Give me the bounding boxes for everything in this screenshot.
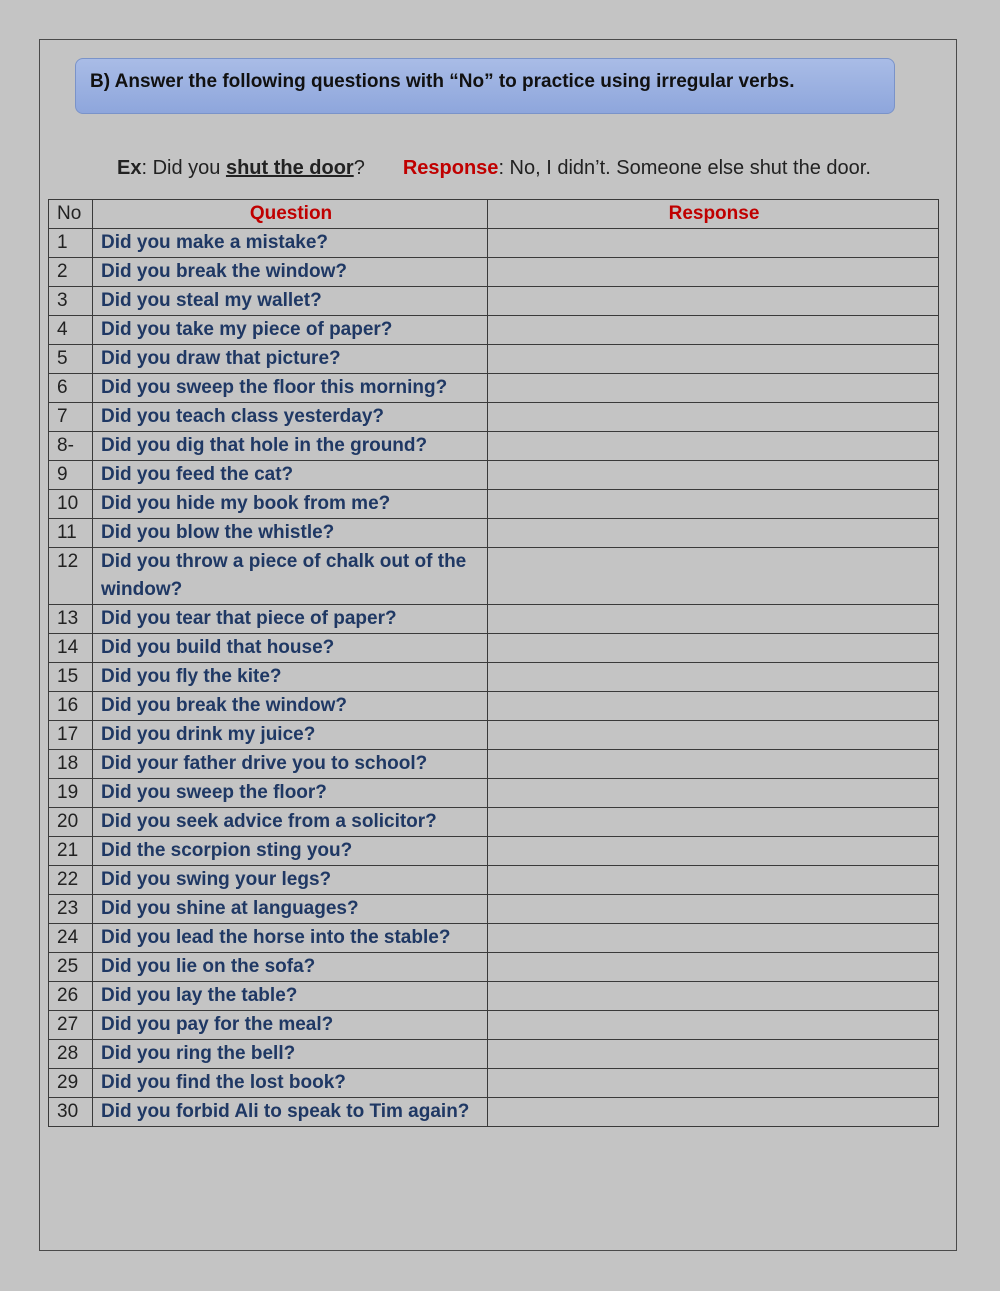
row-number: 21 [49,837,93,866]
question-text: Did you build that house? [93,634,488,663]
response-cell[interactable] [488,403,939,432]
table-row [49,866,939,895]
table-row [49,519,939,548]
row-number: 2 [49,258,93,287]
row-number: 4 [49,316,93,345]
question-text: Did you lead the horse into the stable? [93,924,488,953]
example-prefix: : Did you [141,157,226,179]
table-row [49,605,939,634]
table-row [49,1069,939,1098]
table-row [49,1098,939,1127]
row-number: 10 [49,490,93,519]
response-cell[interactable] [488,895,939,924]
table-row [49,461,939,490]
table-row [49,229,939,258]
response-cell[interactable] [488,605,939,634]
row-number: 17 [49,721,93,750]
question-text: Did you sweep the floor? [93,779,488,808]
response-cell[interactable] [488,1040,939,1069]
table-row [49,895,939,924]
table-row [49,924,939,953]
question-text: Did you teach class yesterday? [93,403,488,432]
table-row [49,837,939,866]
question-text: Did you blow the whistle? [93,519,488,548]
response-cell[interactable] [488,345,939,374]
table-row [49,663,939,692]
question-text: Did the scorpion sting you? [93,837,488,866]
question-text: Did you feed the cat? [93,461,488,490]
example-phrase: shut the door [225,157,354,179]
response-cell[interactable] [488,663,939,692]
question-text: Did you forbid Ali to speak to Tim again? [93,1098,488,1127]
response-cell[interactable] [488,953,939,982]
question-text: Did you find the lost book? [93,1069,488,1098]
question-text: Did you ring the bell? [93,1040,488,1069]
example-label: Ex [117,157,142,179]
question-text: Did you drink my juice? [93,721,488,750]
table-row [49,721,939,750]
row-number: 7 [49,403,93,432]
question-text: Did you dig that hole in the ground? [93,432,488,461]
table-row [49,403,939,432]
table-row [49,982,939,1011]
response-cell[interactable] [488,779,939,808]
response-cell[interactable] [488,287,939,316]
response-cell[interactable] [488,229,939,258]
instruction-text: B) Answer the following questions with “No” to practice using irregular verbs. [90,71,795,92]
row-number: 22 [49,866,93,895]
header-no: No [49,200,93,229]
response-cell[interactable] [488,258,939,287]
response-cell[interactable] [488,519,939,548]
table-row [49,548,939,605]
response-cell[interactable] [488,634,939,663]
row-number: 5 [49,345,93,374]
question-text: Did you fly the kite? [93,663,488,692]
response-cell[interactable] [488,1069,939,1098]
response-cell[interactable] [488,548,939,605]
row-number: 13 [49,605,93,634]
questions-table [48,199,939,1127]
table-row [49,345,939,374]
row-number: 3 [49,287,93,316]
question-text: Did you hide my book from me? [93,490,488,519]
response-text: : No, I didn’t. Someone else shut the door. [498,157,871,179]
question-text: Did you pay for the meal? [93,1011,488,1040]
table-row [49,779,939,808]
row-number: 8- [49,432,93,461]
table-body [49,229,939,1127]
table-row [49,1011,939,1040]
row-number: 27 [49,1011,93,1040]
question-text: Did you draw that picture? [93,345,488,374]
question-text: Did you lay the table? [93,982,488,1011]
table-row [49,750,939,779]
row-number: 24 [49,924,93,953]
table-row [49,490,939,519]
row-number: 1 [49,229,93,258]
question-text: Did you break the window? [93,258,488,287]
response-cell[interactable] [488,432,939,461]
row-number: 15 [49,663,93,692]
row-number: 12 [49,548,93,605]
question-text: Did you tear that piece of paper? [93,605,488,634]
table-row [49,634,939,663]
response-cell[interactable] [488,1011,939,1040]
response-cell[interactable] [488,924,939,953]
response-cell[interactable] [488,374,939,403]
response-cell[interactable] [488,316,939,345]
question-text: Did you lie on the sofa? [93,953,488,982]
row-number: 26 [49,982,93,1011]
row-number: 11 [49,519,93,548]
row-number: 14 [49,634,93,663]
table-row [49,1040,939,1069]
row-number: 20 [49,808,93,837]
response-cell[interactable] [488,866,939,895]
response-label: Response [402,157,499,179]
response-cell[interactable] [488,490,939,519]
table-header-row [49,200,939,229]
question-text: Did you shine at languages? [93,895,488,924]
row-number: 25 [49,953,93,982]
row-number: 28 [49,1040,93,1069]
instruction-box [75,58,895,114]
question-text: Did your father drive you to school? [93,750,488,779]
row-number: 29 [49,1069,93,1098]
table-row [49,432,939,461]
response-cell[interactable] [488,982,939,1011]
example-suffix: ? [353,157,365,179]
row-number: 6 [49,374,93,403]
row-number: 16 [49,692,93,721]
table-row [49,953,939,982]
question-text: Did you throw a piece of chalk out of the window? [93,548,488,605]
response-cell[interactable] [488,837,939,866]
table-row [49,692,939,721]
table-row [49,316,939,345]
row-number: 18 [49,750,93,779]
question-text: Did you take my piece of paper? [93,316,488,345]
header-question: Question [93,200,488,229]
example-line [117,157,871,180]
question-text: Did you break the window? [93,692,488,721]
row-number: 19 [49,779,93,808]
question-text: Did you make a mistake? [93,229,488,258]
response-cell[interactable] [488,721,939,750]
table-row [49,287,939,316]
row-number: 23 [49,895,93,924]
table-row [49,258,939,287]
response-cell[interactable] [488,461,939,490]
response-cell[interactable] [488,692,939,721]
table-row [49,374,939,403]
question-text: Did you steal my wallet? [93,287,488,316]
question-text: Did you sweep the floor this morning? [93,374,488,403]
question-text: Did you seek advice from a solicitor? [93,808,488,837]
response-cell[interactable] [488,750,939,779]
row-number: 30 [49,1098,93,1127]
header-response: Response [488,200,939,229]
row-number: 9 [49,461,93,490]
table-row [49,808,939,837]
question-text: Did you swing your legs? [93,866,488,895]
response-cell[interactable] [488,1098,939,1127]
response-cell[interactable] [488,808,939,837]
